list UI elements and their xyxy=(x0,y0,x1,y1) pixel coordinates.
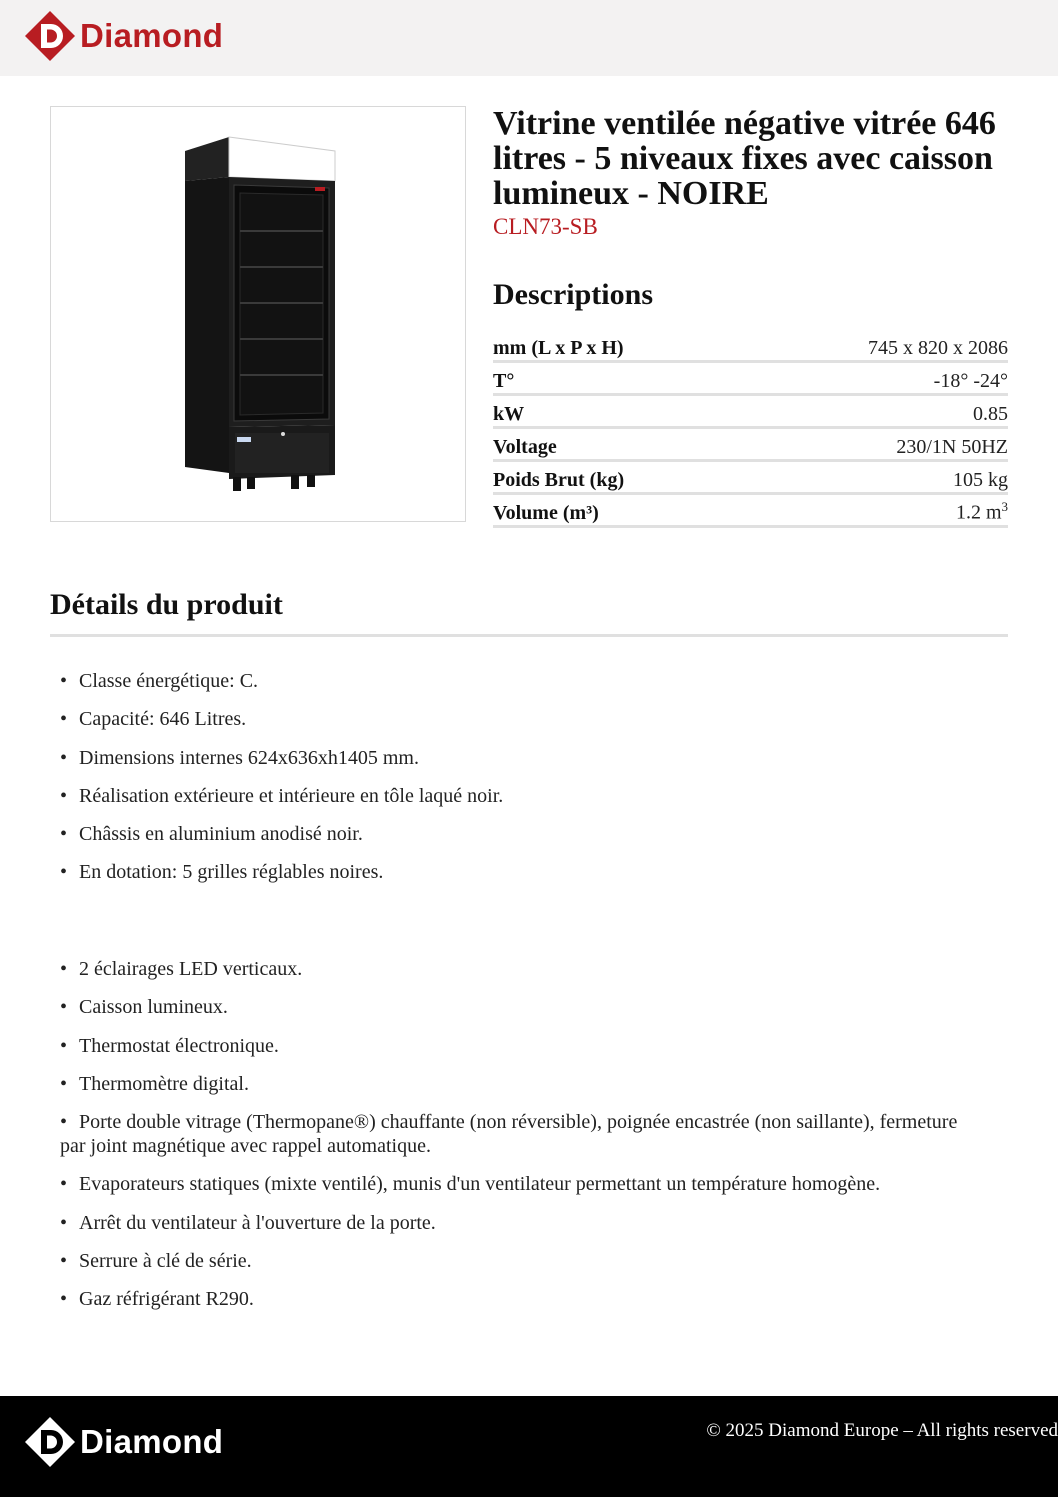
bullet-icon: • xyxy=(60,1211,68,1234)
details-divider xyxy=(50,634,1008,637)
spec-value: -18° -24° xyxy=(933,370,1008,392)
volume-exponent: 3 xyxy=(1001,499,1008,515)
list-item: • En dotation: 5 grilles réglables noires. xyxy=(60,861,384,884)
diamond-logo-icon xyxy=(24,10,76,62)
spec-label: Voltage xyxy=(493,436,557,458)
list-item: • Dimensions internes 624x636xh1405 mm. xyxy=(60,746,419,769)
spec-row-dimensions xyxy=(493,333,1008,363)
spec-label: kW xyxy=(493,403,525,425)
list-item: • Capacité: 646 Litres. xyxy=(60,708,247,731)
bullet-icon: • xyxy=(60,996,68,1019)
bullet-icon: • xyxy=(60,708,68,731)
list-item: • Classe énergétique: C. xyxy=(60,670,259,692)
volume-value: 1.2 m xyxy=(955,502,1002,524)
details-heading: Détails du produit xyxy=(50,588,283,621)
bullet-icon: • xyxy=(60,1173,68,1196)
list-item: • Evaporateurs statiques (mixte ventilé), munis d'un ventilateur permettant un température homogène. xyxy=(60,1173,881,1196)
spec-label: mm (L x P x H) xyxy=(493,337,624,359)
bullet-icon: • xyxy=(60,861,68,884)
spec-row-power xyxy=(493,399,1008,429)
footer-brand-name: Diamond xyxy=(80,1423,224,1460)
spec-row-volume xyxy=(493,498,1008,528)
brand-name: Diamond xyxy=(80,17,224,54)
details-list-features xyxy=(60,669,960,899)
footer-brand-logo[interactable] xyxy=(24,1416,223,1468)
spec-value: 0.85 xyxy=(973,403,1008,425)
spec-value: 230/1N 50HZ xyxy=(896,436,1008,458)
bullet-icon: • xyxy=(60,823,68,846)
details-list-equipment xyxy=(60,957,960,1326)
specs-table xyxy=(493,333,1008,528)
list-item: • Thermostat électronique. xyxy=(60,1034,279,1057)
product-title: Vitrine ventilée négative vitrée 646 litres - 5 niveaux fixes avec caisson lumineux - NOIRE xyxy=(493,105,996,212)
spec-value xyxy=(956,496,1008,524)
bullet-icon: • xyxy=(60,746,68,769)
spec-label: Poids Brut (kg) xyxy=(493,469,625,491)
product-image xyxy=(50,106,466,522)
page-header xyxy=(0,0,1058,76)
copyright-text: © 2025 Diamond Europe – All rights reserved xyxy=(706,1420,1058,1441)
bullet-icon: • xyxy=(60,1250,68,1273)
list-item: • Serrure à clé de série. xyxy=(60,1250,252,1273)
freezer-illustration xyxy=(51,107,465,521)
bullet-icon: • xyxy=(60,958,68,980)
descriptions-heading: Descriptions xyxy=(493,278,653,311)
spec-value: 105 kg xyxy=(953,469,1008,491)
list-item: • Châssis en aluminium anodisé noir. xyxy=(60,823,363,846)
bullet-icon: • xyxy=(60,1288,68,1311)
spec-row-voltage xyxy=(493,432,1008,462)
spec-label: T° xyxy=(493,370,515,392)
bullet-icon: • xyxy=(60,784,68,807)
list-item: • Thermomètre digital. xyxy=(60,1072,249,1095)
brand-logo[interactable] xyxy=(24,10,223,62)
diamond-logo-icon xyxy=(24,1416,76,1468)
list-item: • 2 éclairages LED verticaux. xyxy=(60,958,303,980)
spec-label: Volume (m³) xyxy=(493,502,599,524)
page-footer xyxy=(0,1396,1058,1497)
bullet-icon: • xyxy=(60,1111,68,1134)
product-reference: CLN73-SB xyxy=(493,214,598,239)
list-item: • Caisson lumineux. xyxy=(60,996,228,1019)
list-item: • Arrêt du ventilateur à l'ouverture de la porte. xyxy=(60,1211,436,1234)
bullet-icon: • xyxy=(60,670,68,692)
spec-row-temperature xyxy=(493,366,1008,396)
spec-value: 745 x 820 x 2086 xyxy=(868,337,1008,359)
bullet-icon: • xyxy=(60,1034,68,1057)
list-item: • Réalisation extérieure et intérieure en tôle laqué noir. xyxy=(60,784,504,807)
list-item: • Porte double vitrage (Thermopane®) chauffante (non réversible), poignée encastrée (non saillante), fermeture par joint magnétique avec rappel automatique. xyxy=(60,1111,958,1158)
spec-row-weight xyxy=(493,465,1008,495)
bullet-icon: • xyxy=(60,1072,68,1095)
list-item: • Gaz réfrigérant R290. xyxy=(60,1288,254,1311)
